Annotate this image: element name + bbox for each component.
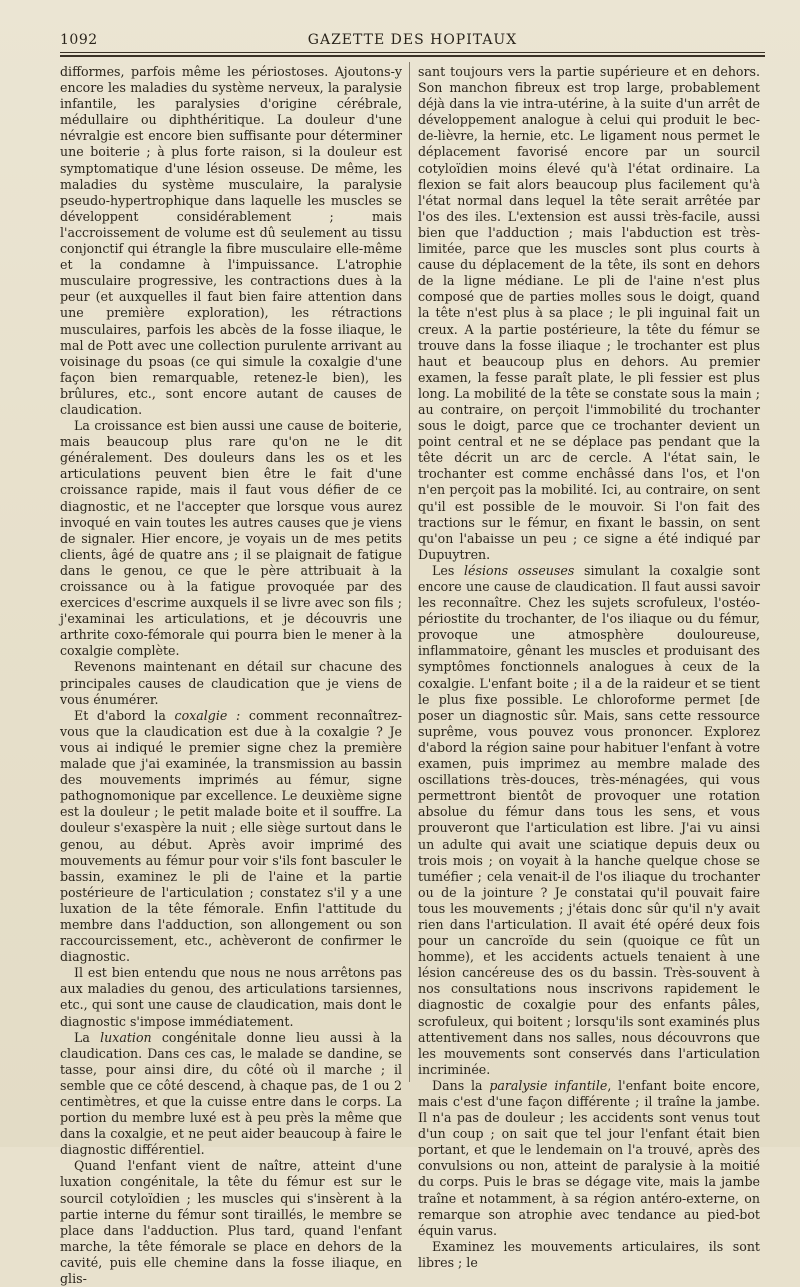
- column-divider: [409, 62, 410, 1082]
- header-rule: [60, 52, 765, 53]
- paragraph: [60, 708, 402, 966]
- paragraph: [418, 563, 760, 1078]
- paragraph: [60, 1030, 402, 1159]
- text-run: , l'enfant boite encore, mais c'est d'une façon différente ; il traîne la jambe. Il n'a pas de douleur ; les accidents sont venus tout d'un coup ; on sait que tel jour l'enfant était bien portant, et que le lendemain on l'a trouvé, après des convulsions ou non, atteint de paralysie à la moitié du corps. Puis le bras se dégage vite, mais la jambe traîne et notamment, à sa région antéro-externe, on remarque son atrophie avec tendance au pied-bot équin varus.: [418, 1077, 760, 1238]
- text-run: congénitale donne lieu aussi à la claudication. Dans ces cas, le malade se dandine, se tasse, pour ainsi dire, du côté où il marche ; il semble que ce côté descend, à chaque pas, de 1 ou 2 centimètres, et que la cuisse entre dans le corps. La portion du membre luxé est à peu près la même que dans la coxalgie, et ne peut aider beaucoup à faire le diagnostic différentiel.: [60, 1029, 403, 1158]
- left-column: [60, 64, 402, 1287]
- right-column: [418, 64, 760, 1271]
- paragraph: Quand l'enfant vient de naître, atteint d'une luxation congénitale, la tête du fémur est sur le sourcil cotyloïdien ; les muscles qui s'insèrent à la partie interne du fémur sont tiraillés, le membre se place dans l'adduction. Plus tard, quand l'enfant marche, la tête fémorale se place en dehors de la cavité, puis elle chemine dans la fosse iliaque, en glis-: [60, 1158, 402, 1287]
- text-run: Dans la: [432, 1077, 490, 1093]
- italic-term: paralysie infantile: [489, 1077, 608, 1093]
- text-run: simulant la coxalgie sont encore une cause de claudication. Il faut aussi savoir les reconnaître. Chez les sujets scrofuleux, l'ostéo-périostite du trochanter, de l'os iliaque ou du fémur, provoque une atmosphère douloureuse, inflammatoire, gênant les muscles et produisant des symptômes fonctionnels analogues à ceux de la coxalgie. L'enfant boite ; il a de la raideur et se tient le plus fixe possible. Le chloroforme permet [de poser un diagnostic sûr. Mais, sans cette ressource suprême, vous pouvez vous prononcer. Explorez d'abord la région saine pour habituer l'enfant à votre examen, puis imprimez au membre malade des oscillations très-douces, très-ménagées, qui vous permettront bientôt de provoquer une rotation absolue du fémur dans tous les sens, et vous prouveront que l'articulation est libre. J'ai vu ainsi un adulte qui avait une sciatique depuis deux ou trois mois ; on voyait à la hanche quelque chose se tuméfier ; cela venait-il de l'os iliaque du trochanter ou de la jointure ? Je constatai qu'il pouvait faire tous les mouvements ; j'étais donc sûr qu'il n'y avait rien dans l'articulation. Il avait été opéré deux fois pour un cancroïde du sein (quoique ce fût un homme), et les accidents actuels tenaient à une lésion cancéreuse des os du bassin. Très-souvent à nos consultations nous inscrivons rapidement le diagnostic de coxalgie pour des enfants pâles, scrofuleux, qui boitent ; lorsqu'ils sont examinés plus attentivement dans nos salles, nous découvrons que les mouvements sont conservés dans l'articulation incriminée.: [418, 562, 760, 1077]
- paragraph: difformes, parfois même les périostoses. Ajoutons-y encore les maladies du système nerveux, la paralysie infantile, les paralysies d'origine cérébrale, médullaire ou diphthéritique. La douleur d'une névralgie est encore bien suffisante pour déterminer une boiterie ; à plus forte raison, si la douleur est symptomatique d'une lésion osseuse. De même, les maladies du système musculaire, la paralysie pseudo-hypertrophique dans laquelle les muscles se développent considérablement ; mais l'accroissement de volume est dû seulement au tissu conjonctif qui étrangle la fibre musculaire elle-même et la condamne à l'impuissance. L'atrophie musculaire progressive, les contractions dues à la peur (et auxquelles il faut bien faire attention dans une première exploration), les rétractions musculaires, parfois les abcès de la fosse iliaque, le mal de Pott avec une collection purulente arrivant au voisinage du psoas (ce qui simule la coxalgie d'une façon bien remarquable, retenez-le bien), les brûlures, etc., sont encore autant de causes de claudication.: [60, 64, 402, 417]
- paragraph: Revenons maintenant en détail sur chacune des principales causes de claudication que je viens de vous énumérer.: [60, 659, 402, 707]
- text-run: Et d'abord la: [74, 707, 175, 723]
- text-run: Les: [432, 562, 464, 578]
- paragraph: La croissance est bien aussi une cause de boiterie, mais beaucoup plus rare qu'on ne le dit généralement. Des douleurs dans les os et les articulations peuvent bien être le fait d'une croissance rapide, mais il faut vous défier de ce diagnostic, et ne l'accepter que lorsque vous aurez invoqué en vain toutes les autres causes que je viens de signaler. Hier encore, je voyais un de mes petits clients, âgé de quatre ans ; il se plaignait de fatigue dans le genou, ce que le père attribuait à la croissance ou à la fatigue provoquée par des exercices d'escrime auxquels il se livre avec son fils ; j'examinai les articulations, et je découvris une arthrite coxo-fémorale qui pourra bien le mener à la coxalgie complète.: [60, 418, 402, 659]
- italic-term: luxation: [100, 1029, 152, 1045]
- journal-title: GAZETTE DES HOPITAUX: [307, 32, 518, 48]
- page-number: 1092: [60, 32, 98, 48]
- italic-term: lésions osseuses: [464, 562, 575, 578]
- text-run: La: [74, 1029, 101, 1045]
- paragraph: [418, 1078, 760, 1239]
- text-run: comment reconnaîtrez-vous que la claudication est due à la coxalgie ? Je vous ai indiqué le premier signe chez la première malade que j'ai examinée, la transmission au bassin des mouvements imprimés au fémur, signe pathognomonique par excellence. Le deuxième signe est la douleur ; le petit malade boite et il souffre. La douleur s'exaspère la nuit ; elle siège surtout dans le genou, au début. Après avoir imprimé des mouvements au fémur pour voir s'ils font basculer le bassin, examinez le pli de l'aine et la partie postérieure de l'articulation ; constatez s'il y a une luxation de la tête fémorale. Enfin l'attitude du membre dans l'adduction, son allongement ou son raccourcissement, etc., achèveront de confirmer le diagnostic.: [60, 707, 402, 965]
- paragraph: sant toujours vers la partie supérieure et en dehors. Son manchon fibreux est trop large, probablement déjà dans la vie intra-utérine, à la suite d'un arrêt de développement analogue à celui qui produit le bec-de-lièvre, la hernie, etc. Le ligament nous permet le déplacement favorisé encore par un sourcil cotyloïdien moins élevé qu'à l'état ordinaire. La flexion se fait alors beaucoup plus facilement qu'à l'état normal dans lequel la tête serait arrêtée par l'os des iles. L'extension est aussi très-facile, aussi bien que l'adduction ; mais l'abduction est très-limitée, parce que les muscles sont plus courts à cause du déplacement de la tête, ils sont en dehors de la ligne médiane. Le pli de l'aine n'est plus composé que de parties molles sous le doigt, quand la tête n'est plus à sa place ; le pli inguinal fait un creux. A la partie postérieure, la tête du fémur se trouve dans la fosse iliaque ; le trochanter est plus haut et beaucoup plus en dehors. Au premier examen, la fesse paraît plate, le pli fessier est plus long. La mobilité de la tête se constate sous la main ; au contraire, on perçoit l'immobilité du trochanter sous le doigt, parce que ce trochanter devient un point central et ne se déplace pas pendant que la tête décrit un arc de cercle. A l'état sain, le trochanter est comme enchâssé dans l'os, et l'on n'en perçoit pas la mobilité. Ici, au contraire, on sent qu'il est possible de le mouvoir. Si l'on fait des tractions sur le fémur, en fixant le bassin, on sent qu'on l'abaisse un peu ; ce signe a été indiqué par Dupuytren.: [418, 64, 760, 562]
- header-rule-thick: [60, 55, 765, 57]
- italic-term: coxalgie :: [174, 707, 241, 723]
- paragraph: Il est bien entendu que nous ne nous arrêtons pas aux maladies du genou, des articulations tarsiennes, etc., qui sont une cause de claudication, mais dont le diagnostic s'impose immédiatement.: [60, 965, 402, 1029]
- paragraph: Examinez les mouvements articulaires, ils sont libres ; le: [418, 1238, 760, 1270]
